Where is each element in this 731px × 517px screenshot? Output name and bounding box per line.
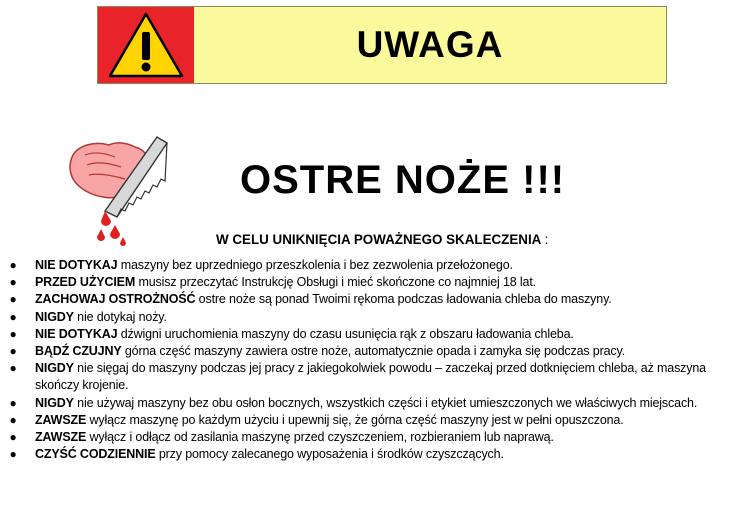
bullet-icon: ● [9, 309, 17, 324]
warning-banner [97, 6, 667, 84]
rule-text: musisz przeczytać Instrukcję Obsługi i mieć skończone co najmniej 18 lat. [135, 275, 537, 290]
bullet-icon: ● [9, 395, 17, 410]
bullet-icon: ● [9, 326, 17, 341]
list-item [0, 274, 731, 291]
bullet-icon: ● [9, 430, 17, 445]
rule-text: wyłącz maszynę po każdym użyciu i upewnij się, że górna część maszyny jest w pełni opuszczona. [86, 412, 624, 427]
list-item [0, 429, 731, 446]
sharp-knives-heading: OSTRE NOŻE !!! [240, 158, 566, 202]
list-item [0, 291, 731, 308]
rules-intro [216, 232, 696, 247]
bullet-icon: ● [9, 275, 17, 290]
rule-keyword: BĄDŹ CZUJNY [35, 344, 122, 359]
warning-triangle-icon [107, 10, 185, 80]
rule-text: ostre noże są ponad Twoimi rękoma podczas ładowania chleba do maszyny. [195, 292, 612, 307]
warning-icon-panel [98, 7, 194, 83]
rule-text: dźwigni uruchomienia maszyny do czasu usunięcia rąk z obszaru ładowania chleba. [117, 326, 574, 341]
rule-text: maszyny bez uprzedniego przeszkolenia i bez zezwolenia przełożonego. [117, 258, 513, 272]
rule-text: nie sięgaj do maszyny podczas jej pracy z jakiegokolwiek powodu – zaczekaj przed dotknięciem chleba, aż maszyna skończy krojenie. [35, 361, 706, 393]
rule-keyword: NIGDY [35, 395, 74, 410]
rule-text: wyłącz i odłącz od zasilania maszynę przed czyszczeniem, rozbieraniem lub naprawą. [86, 430, 554, 445]
list-item [0, 343, 731, 360]
rule-keyword: ZACHOWAJ OSTROŻNOŚĆ [35, 292, 196, 307]
rules-intro-suffix: : [544, 232, 549, 247]
bullet-icon: ● [9, 412, 17, 427]
list-item [0, 446, 731, 463]
rule-text: górna część maszyny zawiera ostre noże, automatycznie opada i zamyka się podczas pracy. [121, 344, 626, 359]
rules-intro-text: W CELU UNIKNIĘCIA POWAŻNEGO SKALECZENIA [216, 232, 541, 247]
rule-text: nie używaj maszyny bez obu osłon bocznych, wszystkich części i etykiet umieszczonych we właściwych miejscach. [73, 395, 698, 410]
bullet-icon: ● [9, 258, 17, 272]
list-item [0, 257, 731, 274]
rule-keyword: CZYŚĆ CODZIENNIE [35, 447, 156, 462]
rule-text: przy pomocy zalecanego wyposażenia i środków czyszczących. [155, 447, 504, 462]
safety-rules-list [0, 257, 731, 463]
rule-keyword: NIGDY [35, 309, 74, 324]
rule-text: nie dotykaj noży. [73, 309, 167, 324]
rule-keyword: NIGDY [35, 361, 74, 376]
rule-keyword: PRZED UŻYCIEM [35, 275, 136, 290]
list-item [0, 412, 731, 429]
bullet-icon: ● [9, 292, 17, 307]
list-item [0, 309, 731, 326]
list-item [0, 326, 731, 343]
list-item [0, 360, 731, 394]
bullet-icon: ● [9, 361, 17, 376]
hand-cut-by-blade-icon [65, 133, 175, 248]
banner-title: UWAGA [356, 24, 504, 65]
rule-keyword: NIE DOTYKAJ [35, 326, 118, 341]
rule-keyword: ZAWSZE [35, 412, 87, 427]
bullet-icon: ● [9, 344, 17, 359]
list-item [0, 395, 731, 412]
rule-keyword: NIE DOTYKAJ [35, 258, 118, 272]
rule-keyword: ZAWSZE [35, 430, 87, 445]
bullet-icon: ● [9, 447, 17, 462]
